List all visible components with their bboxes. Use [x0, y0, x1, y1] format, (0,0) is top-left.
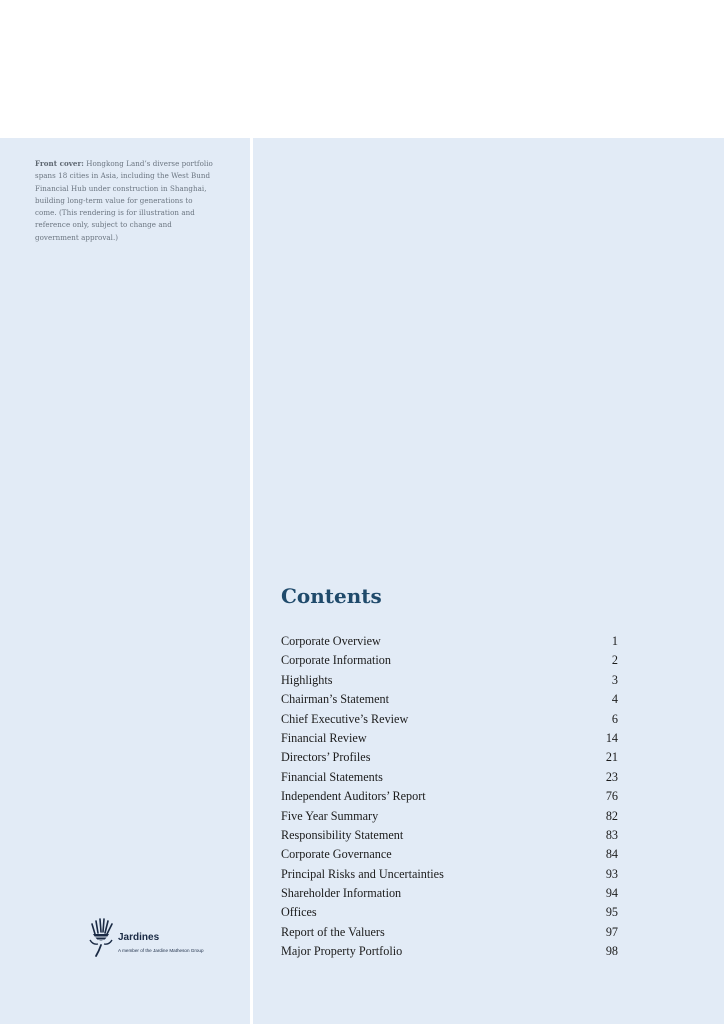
- toc-entry[interactable]: [281, 923, 618, 942]
- toc-entry-page-number: 98: [605, 944, 618, 959]
- toc-entry-page-number: 94: [605, 886, 618, 901]
- toc-entry-page-number: 93: [605, 866, 618, 881]
- right-panel: [253, 138, 724, 1024]
- toc-entry-title: Independent Auditors’ Report: [281, 789, 426, 804]
- front-cover-label: Front cover:: [35, 159, 84, 168]
- toc-entry[interactable]: [281, 942, 618, 961]
- toc-entry-title: Five Year Summary: [281, 808, 379, 823]
- toc-entry[interactable]: [281, 729, 618, 748]
- toc-entry[interactable]: [281, 826, 618, 845]
- toc-entry-page-number: 3: [611, 672, 618, 687]
- toc-entry[interactable]: [281, 865, 618, 884]
- toc-entry[interactable]: [281, 787, 618, 806]
- contents-list: [281, 632, 618, 962]
- toc-entry-page-number: 2: [611, 653, 618, 668]
- toc-entry-title: Offices: [281, 905, 317, 920]
- toc-entry[interactable]: [281, 651, 618, 670]
- jardines-logo: [86, 918, 236, 958]
- toc-entry-title: Highlights: [281, 672, 333, 687]
- toc-entry-title: Report of the Valuers: [281, 924, 385, 939]
- logo-tagline: A member of the Jardine Matheson Group: [118, 948, 204, 953]
- toc-entry[interactable]: [281, 807, 618, 826]
- thistle-icon: [86, 918, 116, 958]
- toc-entry-page-number: 76: [605, 789, 618, 804]
- toc-entry[interactable]: [281, 903, 618, 922]
- front-cover-text: Hongkong Land’s diverse portfolio spans 18 cities in Asia, including the West Bund Financial Hub under construction in Shanghai, building long-term value for generations to come. (This rendering is for illustration and reference only, subject to change and government approval.): [35, 159, 213, 242]
- toc-entry-title: Financial Review: [281, 730, 367, 745]
- left-panel: [0, 138, 250, 1024]
- toc-entry-page-number: 95: [605, 905, 618, 920]
- toc-entry-page-number: 4: [611, 692, 618, 707]
- toc-entry[interactable]: [281, 748, 618, 767]
- contents-heading: Contents: [281, 584, 382, 608]
- toc-entry-title: Shareholder Information: [281, 886, 402, 901]
- logo-brand-name: Jardines: [118, 932, 160, 943]
- toc-entry-title: Corporate Governance: [281, 847, 392, 862]
- toc-entry-page-number: 82: [605, 808, 618, 823]
- toc-entry-page-number: 6: [611, 711, 618, 726]
- toc-entry[interactable]: [281, 884, 618, 903]
- toc-entry-page-number: 14: [605, 730, 618, 745]
- toc-entry[interactable]: [281, 768, 618, 787]
- toc-entry-page-number: 84: [605, 847, 618, 862]
- toc-entry-title: Major Property Portfolio: [281, 944, 403, 959]
- toc-entry[interactable]: [281, 671, 618, 690]
- toc-entry-title: Chief Executive’s Review: [281, 711, 409, 726]
- toc-entry-title: Corporate Overview: [281, 634, 381, 648]
- toc-entry-title: Directors’ Profiles: [281, 750, 371, 765]
- toc-entry-page-number: 21: [605, 750, 618, 765]
- toc-entry[interactable]: [281, 632, 618, 651]
- toc-entry-page-number: 83: [605, 827, 618, 842]
- toc-entry-title: Corporate Information: [281, 653, 391, 668]
- toc-entry[interactable]: [281, 845, 618, 864]
- toc-entry-title: Responsibility Statement: [281, 827, 404, 842]
- front-cover-caption: [35, 158, 215, 244]
- toc-entry-title: Financial Statements: [281, 769, 383, 784]
- toc-entry-title: Principal Risks and Uncertainties: [281, 866, 444, 881]
- toc-entry-title: Chairman’s Statement: [281, 692, 389, 707]
- toc-entry-page-number: 23: [605, 769, 618, 784]
- toc-entry[interactable]: [281, 710, 618, 729]
- toc-entry[interactable]: [281, 690, 618, 709]
- toc-entry-page-number: 97: [605, 924, 618, 939]
- toc-entry-page-number: 1: [611, 634, 618, 648]
